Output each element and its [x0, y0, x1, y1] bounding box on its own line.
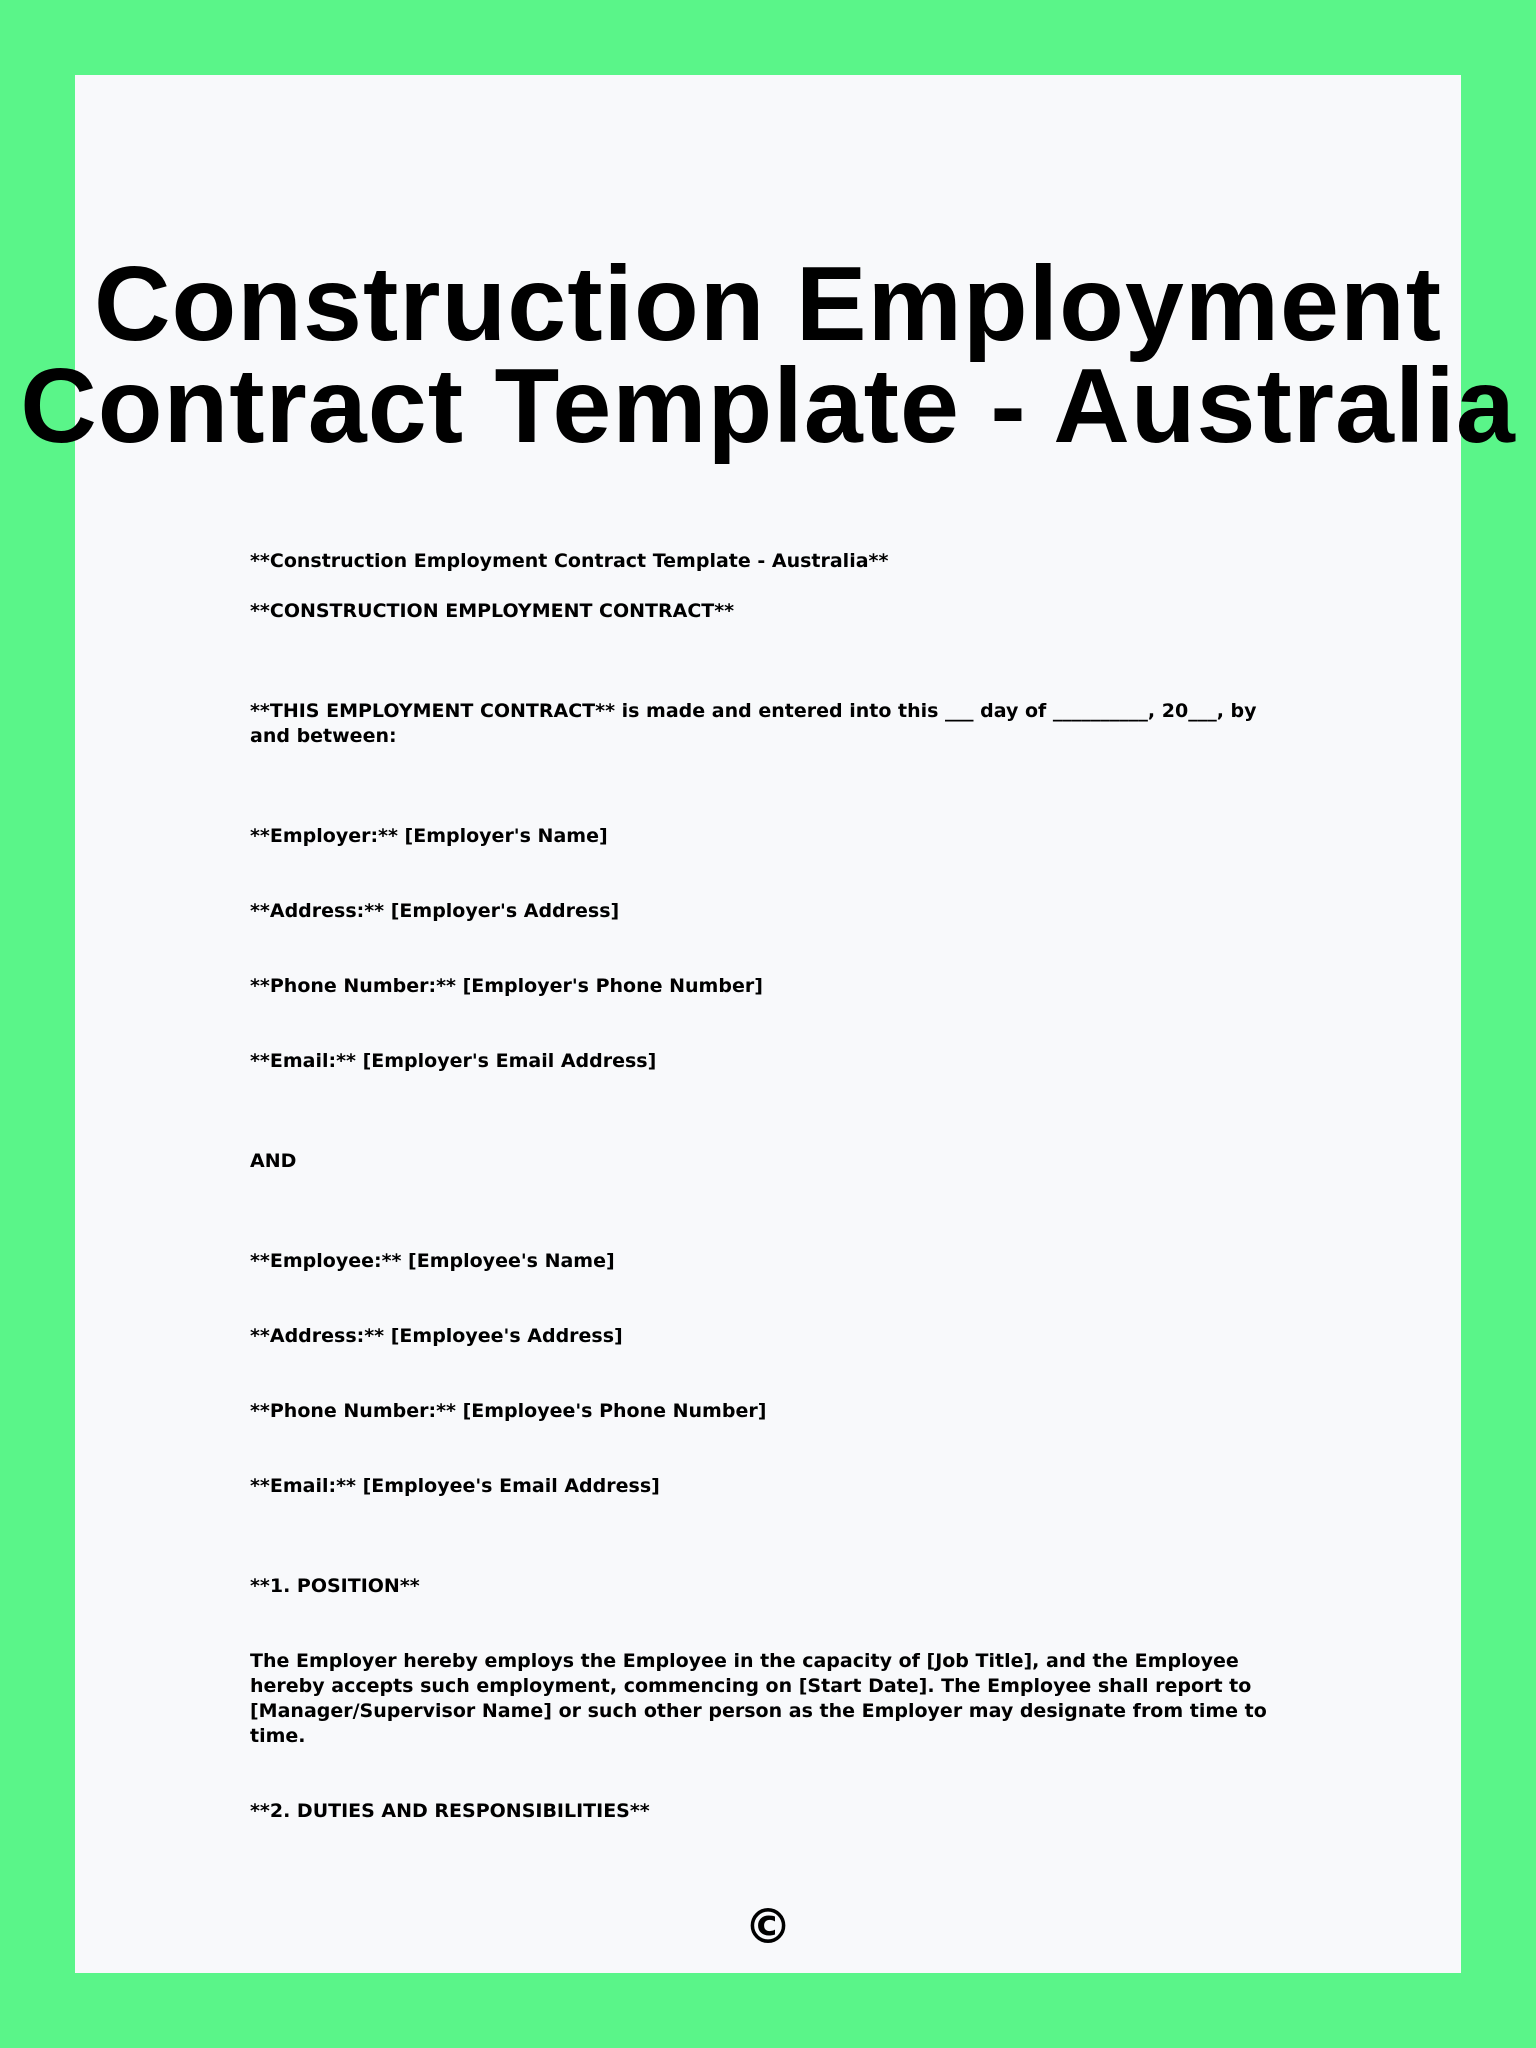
- document-title: [0, 245, 1536, 465]
- employee-address: **Address:** [Employee's Address]: [250, 1325, 623, 1347]
- employer-phone: **Phone Number:** [Employer's Phone Number]: [250, 975, 763, 997]
- title-line-1: Construction Employment: [93, 245, 1443, 363]
- and-separator: AND: [250, 1150, 297, 1172]
- employer-address: **Address:** [Employer's Address]: [250, 900, 620, 922]
- employer-email: **Email:** [Employer's Email Address]: [250, 1050, 657, 1072]
- employee-email: **Email:** [Employee's Email Address]: [250, 1475, 660, 1497]
- title-line-2: Contract Template - Australia: [20, 347, 1516, 465]
- employee-phone: **Phone Number:** [Employee's Phone Number]: [250, 1400, 767, 1422]
- employee-name: **Employee:** [Employee's Name]: [250, 1250, 615, 1272]
- copyright-icon: ©: [744, 1899, 792, 1955]
- section-2-heading: **2. DUTIES AND RESPONSIBILITIES**: [250, 1800, 650, 1822]
- intro-paragraph: **THIS EMPLOYMENT CONTRACT** is made and entered into this ___ day of __________, 20___, by and between:: [250, 700, 1257, 747]
- section-1-paragraph: The Employer hereby employs the Employee in the capacity of [Job Title], and the Employee hereby accepts such employment, commencing on [Start Date]. The Employee shall report to [Manager/Supervisor Name] or such other person as the Employer may designate from time to time.: [250, 1650, 1267, 1747]
- section-1-heading: **1. POSITION**: [250, 1575, 420, 1597]
- document-heading: **Construction Employment Contract Template - Australia**: [250, 550, 889, 572]
- contract-heading: **CONSTRUCTION EMPLOYMENT CONTRACT**: [250, 600, 735, 622]
- employer-name: **Employer:** [Employer's Name]: [250, 825, 608, 847]
